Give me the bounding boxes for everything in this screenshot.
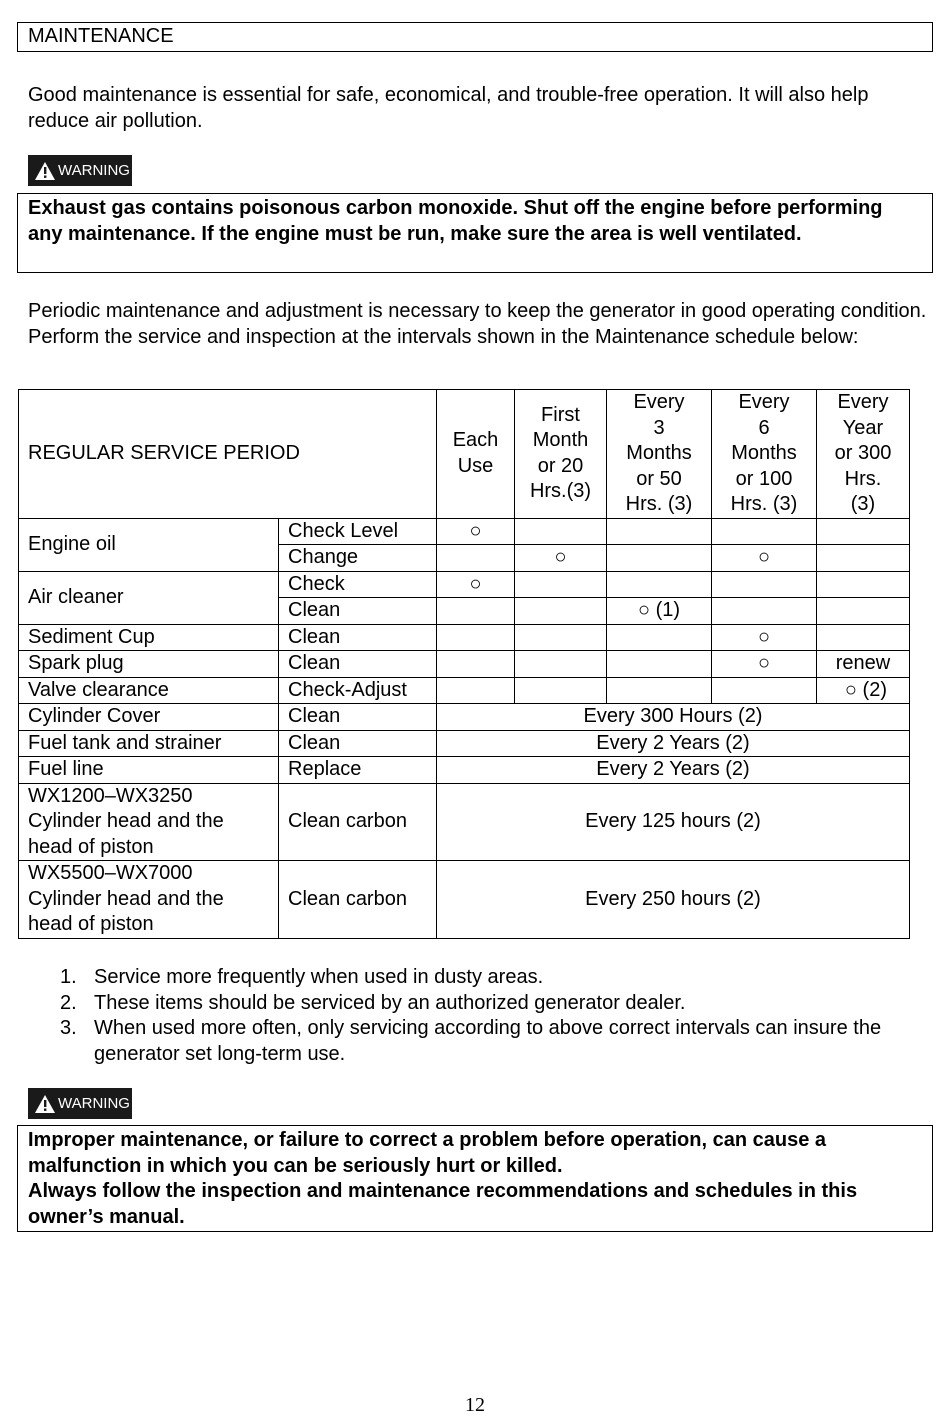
action-clean-carbon: Clean carbon xyxy=(279,783,437,861)
header-line: 3 xyxy=(653,416,665,439)
header-line: (3) xyxy=(850,493,876,515)
action-check-adjust: Check-Adjust xyxy=(279,677,437,704)
header-line: Months xyxy=(626,442,692,464)
mark-cell: ○ xyxy=(437,518,515,545)
header-line: 6 xyxy=(758,416,770,439)
empty-cell xyxy=(817,545,910,572)
interval-span: Every 125 hours (2) xyxy=(437,783,910,861)
header-every-3-months xyxy=(607,390,712,519)
page-number: 12 xyxy=(465,1394,485,1416)
item-cylinder-cover: Cylinder Cover xyxy=(19,704,279,731)
header-line: Months xyxy=(731,442,797,464)
header-each-use xyxy=(437,390,515,519)
warning-text-exhaust: Exhaust gas contains poisonous carbon monoxide. Shut off the engine before performing any maintenance. If the engine must be run, make sure the area is well ventilated. xyxy=(28,197,883,245)
item-wx1200-cylinder-head xyxy=(19,783,279,861)
warning-badge-label: WARNING xyxy=(58,1094,130,1112)
header-line: or 50 xyxy=(636,467,682,490)
header-line: or 100 xyxy=(735,467,793,490)
item-line: head of piston xyxy=(28,913,154,935)
empty-cell xyxy=(515,571,607,598)
model-range: WX1200–WX3250 xyxy=(28,784,193,807)
warning-box-maintenance xyxy=(17,1125,933,1232)
header-line: First xyxy=(541,403,580,426)
table-header-row xyxy=(19,390,910,519)
footnote-item xyxy=(60,991,920,1017)
interval-span: Every 300 Hours (2) xyxy=(437,704,910,731)
empty-cell xyxy=(515,651,607,678)
item-line: Cylinder head and the xyxy=(28,810,224,832)
warning-badge xyxy=(28,1088,132,1119)
action-clean-carbon: Clean carbon xyxy=(279,861,437,939)
empty-cell xyxy=(515,624,607,651)
model-range: WX5500–WX7000 xyxy=(28,862,193,884)
header-line: Hrs. xyxy=(844,467,882,490)
section-title xyxy=(17,22,933,52)
mark-cell: ○ (1) xyxy=(607,598,712,625)
item-wx5500-cylinder-head xyxy=(19,861,279,939)
action-clean: Clean xyxy=(279,651,437,678)
header-first-month xyxy=(515,390,607,519)
table-row xyxy=(19,624,910,651)
maintenance-schedule-table xyxy=(18,389,910,939)
warning-triangle-icon xyxy=(34,161,56,181)
action-check: Check xyxy=(279,571,437,598)
item-fuel-line: Fuel line xyxy=(19,757,279,784)
warning-badge-label: WARNING xyxy=(58,161,130,179)
table-row xyxy=(19,861,910,939)
empty-cell xyxy=(817,571,910,598)
warning-box-exhaust xyxy=(17,193,933,273)
item-line: Cylinder head and the xyxy=(28,887,224,910)
warning-triangle-icon xyxy=(34,1094,56,1114)
warning-text-improper: Improper maintenance, or failure to correct a problem before operation, can cause a malfunction in which you can be seriously hurt or killed. xyxy=(28,1129,826,1177)
empty-cell xyxy=(712,598,817,625)
mark-cell: ○ xyxy=(712,545,817,572)
footnote-number: 3. xyxy=(60,1017,77,1039)
warning-badge xyxy=(28,155,132,186)
footnote-text: When used more often, only servicing according to above correct intervals can insure the generator set long-term use. xyxy=(94,1017,882,1065)
mark-cell: ○ xyxy=(712,651,817,678)
interval-span: Every 2 Years (2) xyxy=(437,757,910,784)
empty-cell xyxy=(817,518,910,545)
mark-cell: ○ xyxy=(515,545,607,572)
empty-cell xyxy=(712,518,817,545)
table-row xyxy=(19,677,910,704)
empty-cell xyxy=(437,651,515,678)
mark-cell: ○ xyxy=(437,571,515,598)
header-line: Hrs. (3) xyxy=(625,493,693,515)
footnotes-list xyxy=(60,965,920,1067)
interval-span: Every 2 Years (2) xyxy=(437,730,910,757)
mark-cell: ○ (2) xyxy=(817,677,910,704)
header-line: Use xyxy=(457,454,494,477)
item-sediment-cup: Sediment Cup xyxy=(19,624,279,651)
header-line: or 20 xyxy=(537,454,584,477)
mark-cell: ○ xyxy=(712,624,817,651)
empty-cell xyxy=(515,677,607,704)
footnote-item xyxy=(60,1016,920,1067)
table-row xyxy=(19,651,910,678)
empty-cell xyxy=(817,624,910,651)
action-replace: Replace xyxy=(279,757,437,784)
footnote-number: 2. xyxy=(60,991,77,1014)
item-line: head of piston xyxy=(28,835,154,858)
table-row xyxy=(19,704,910,731)
item-valve-clearance: Valve clearance xyxy=(19,677,279,704)
footnote-number: 1. xyxy=(60,966,77,988)
header-line: Every xyxy=(837,391,889,413)
empty-cell xyxy=(437,545,515,572)
action-clean: Clean xyxy=(279,730,437,757)
empty-cell xyxy=(515,518,607,545)
empty-cell xyxy=(607,651,712,678)
empty-cell xyxy=(607,624,712,651)
header-line: Hrs. (3) xyxy=(730,493,798,515)
action-clean: Clean xyxy=(279,704,437,731)
empty-cell xyxy=(437,624,515,651)
table-row xyxy=(19,518,910,545)
item-engine-oil: Engine oil xyxy=(19,518,279,571)
header-line: Every xyxy=(633,391,685,413)
header-line: Month xyxy=(532,429,589,452)
table-row xyxy=(19,730,910,757)
empty-cell xyxy=(437,598,515,625)
header-regular-service-period: REGULAR SERVICE PERIOD xyxy=(19,390,437,519)
mark-cell: renew xyxy=(817,651,910,678)
table-row xyxy=(19,571,910,598)
intro-paragraph: Good maintenance is essential for safe, economical, and trouble-free operation. It will also help reduce air pollution. xyxy=(28,84,869,132)
empty-cell xyxy=(607,571,712,598)
header-every-year xyxy=(817,390,910,519)
empty-cell xyxy=(437,677,515,704)
header-line: Each xyxy=(452,429,499,452)
header-line: Hrs.(3) xyxy=(529,480,592,503)
empty-cell xyxy=(712,571,817,598)
header-line: Every xyxy=(738,391,790,413)
header-every-6-months xyxy=(712,390,817,519)
empty-cell xyxy=(607,545,712,572)
empty-cell xyxy=(607,677,712,704)
action-clean: Clean xyxy=(279,624,437,651)
warning-text-always: Always follow the inspection and maintenance recommendations and schedules in this owner’s manual. xyxy=(28,1180,858,1228)
empty-cell xyxy=(817,598,910,625)
action-check-level: Check Level xyxy=(279,518,437,545)
item-air-cleaner: Air cleaner xyxy=(19,571,279,624)
empty-cell xyxy=(712,677,817,704)
action-change: Change xyxy=(279,545,437,572)
header-line: Year xyxy=(842,416,884,439)
empty-cell xyxy=(607,518,712,545)
periodic-paragraph: Periodic maintenance and adjustment is necessary to keep the generator in good operating condition. Perform the service and inspection at the intervals shown in the Maintenance schedule below: xyxy=(28,300,927,348)
table-row xyxy=(19,783,910,861)
item-fuel-tank: Fuel tank and strainer xyxy=(19,730,279,757)
footnote-text: Service more frequently when used in dusty areas. xyxy=(94,966,544,988)
table-row xyxy=(19,757,910,784)
action-clean: Clean xyxy=(279,598,437,625)
item-spark-plug: Spark plug xyxy=(19,651,279,678)
section-title-text: MAINTENANCE xyxy=(28,25,174,47)
footnote-item xyxy=(60,965,920,991)
footnote-text: These items should be serviced by an authorized generator dealer. xyxy=(94,991,686,1014)
empty-cell xyxy=(515,598,607,625)
interval-span: Every 250 hours (2) xyxy=(437,861,910,939)
header-line: or 300 xyxy=(834,442,892,464)
